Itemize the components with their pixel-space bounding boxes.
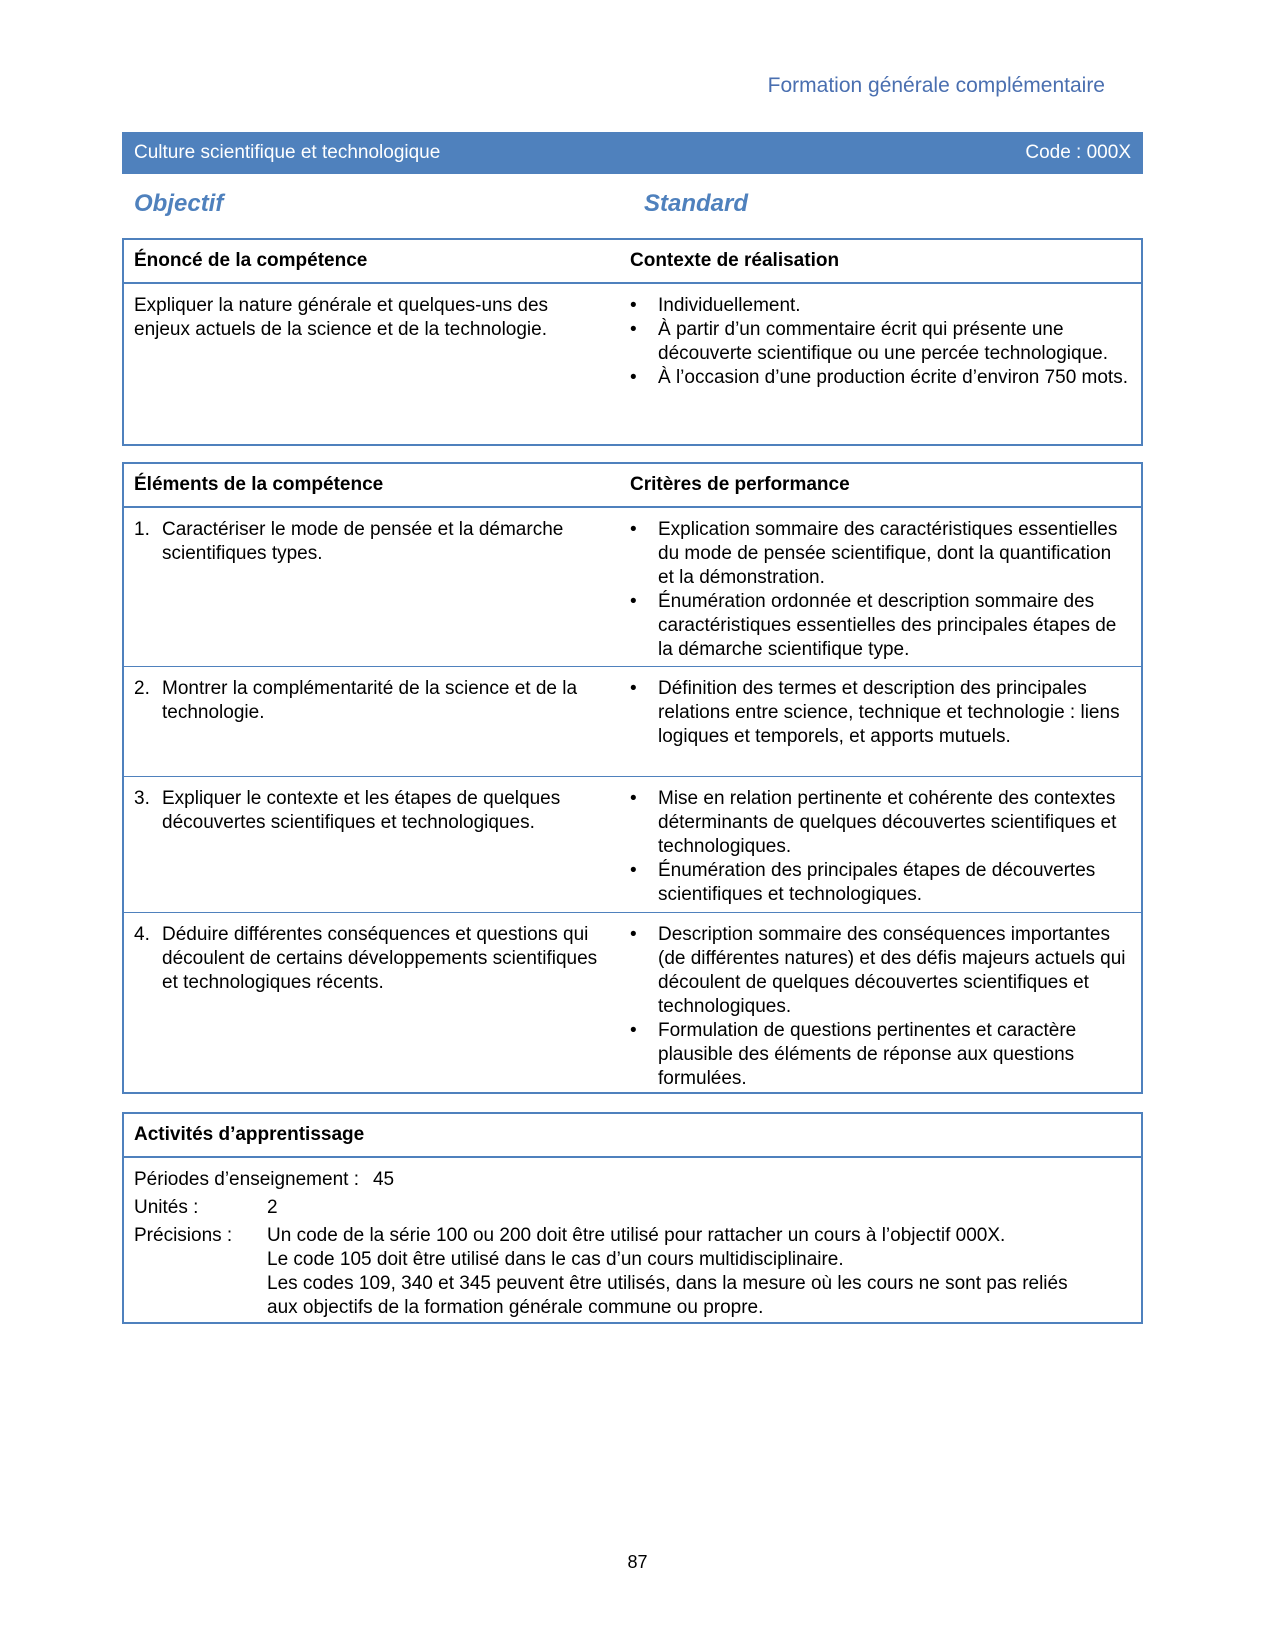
element-number: 3. <box>134 788 150 809</box>
table-row <box>124 666 1141 776</box>
list-item: • Individuellement. <box>630 294 1141 318</box>
unites-label: Unités : <box>134 1197 199 1218</box>
precision-text: Le code 105 doit être utilisé dans le cas d’un cours multidisciplinaire. <box>267 1249 844 1270</box>
element-text: Montrer la complémentarité de la science et de la technologie. <box>162 678 578 723</box>
activites-box <box>122 1112 1143 1324</box>
element-number: 2. <box>134 678 150 699</box>
periodes-label: Périodes d’enseignement : <box>134 1169 359 1190</box>
list-item: • À partir d’un commentaire écrit qui présente une découverte scientifique ou une percée technologique. <box>630 318 1141 366</box>
running-header: Formation générale complémentaire <box>767 74 1105 97</box>
element-text: Déduire différentes conséquences et questions qui découlent de certains développements scientifiques et technologiques récents. <box>162 924 598 993</box>
enonce-text: Expliquer la nature générale et quelques-uns des enjeux actuels de la science et de la technologie. <box>134 295 549 340</box>
activites-header: Activités d’apprentissage <box>134 1124 365 1145</box>
element-text: Expliquer le contexte et les étapes de quelques découvertes scientifiques et technologiques. <box>162 788 561 833</box>
unites-value: 2 <box>267 1197 278 1218</box>
course-code: Code : 000X <box>1025 142 1131 163</box>
precision-text: Un code de la série 100 ou 200 doit être utilisé pour rattacher un cours à l’objectif 000X. <box>267 1225 1006 1246</box>
page-number: 87 <box>627 1552 648 1572</box>
periodes-line <box>134 1168 1131 1192</box>
criteres-header: Critères de performance <box>630 474 850 495</box>
list-item: • Définition des termes et description des principales relations entre science, technique et technologie : liens logiques et temporels, et apports mutuels. <box>630 677 1141 749</box>
element-number: 1. <box>134 519 150 540</box>
box2-header <box>124 464 1141 508</box>
element-text: Caractériser le mode de pensée et la démarche scientifiques types. <box>162 519 564 564</box>
unites-line <box>134 1196 1131 1220</box>
table-row <box>124 508 1141 666</box>
box1-header <box>124 240 1141 284</box>
list-item: • À l’occasion d’une production écrite d’environ 750 mots. <box>630 366 1141 390</box>
contexte-header: Contexte de réalisation <box>630 250 840 271</box>
list-item: • Description sommaire des conséquences importantes (de différentes natures) et des défis majeurs actuels qui découlent de quelques découvertes scientifiques et technologiques. <box>630 923 1141 1019</box>
element-number: 4. <box>134 924 150 945</box>
objectif-label: Objectif <box>134 190 224 217</box>
table-row <box>124 776 1141 912</box>
precisions-label: Précisions : <box>134 1225 233 1246</box>
enonce-header: Énoncé de la compétence <box>134 250 368 271</box>
table-row <box>124 912 1141 1090</box>
title-bar <box>122 132 1143 174</box>
list-item: • Formulation de questions pertinentes et caractère plausible des éléments de réponse aux questions formulées. <box>630 1019 1141 1091</box>
precisions-line <box>134 1224 1131 1320</box>
contexte-list <box>630 294 1141 390</box>
list-item: • Explication sommaire des caractéristiques essentielles du mode de pensée scientifique, dont la quantification et la démonstration. <box>630 518 1141 590</box>
list-item: • Énumération ordonnée et description sommaire des caractéristiques essentielles des principales étapes de la démarche scientifique type. <box>630 590 1141 662</box>
enonce-contexte-box <box>122 238 1143 446</box>
periodes-value: 45 <box>372 1169 395 1190</box>
box3-header <box>124 1114 1141 1158</box>
objectif-standard-labels <box>134 190 1134 218</box>
box1-row <box>124 284 1141 390</box>
elements-criteres-box <box>122 462 1143 1094</box>
standard-label: Standard <box>644 190 749 217</box>
list-item: • Énumération des principales étapes de découvertes scientifiques et technologiques. <box>630 859 1141 907</box>
elements-header: Éléments de la compétence <box>134 474 384 495</box>
course-title: Culture scientifique et technologique <box>134 142 441 163</box>
precision-text: Les codes 109, 340 et 345 peuvent être utilisés, dans la mesure où les cours ne sont pas reliés aux objectifs de la formation générale commune ou propre. <box>267 1273 1068 1318</box>
list-item: • Mise en relation pertinente et cohérente des contextes déterminants de quelques découvertes scientifiques et technologiques. <box>630 787 1141 859</box>
